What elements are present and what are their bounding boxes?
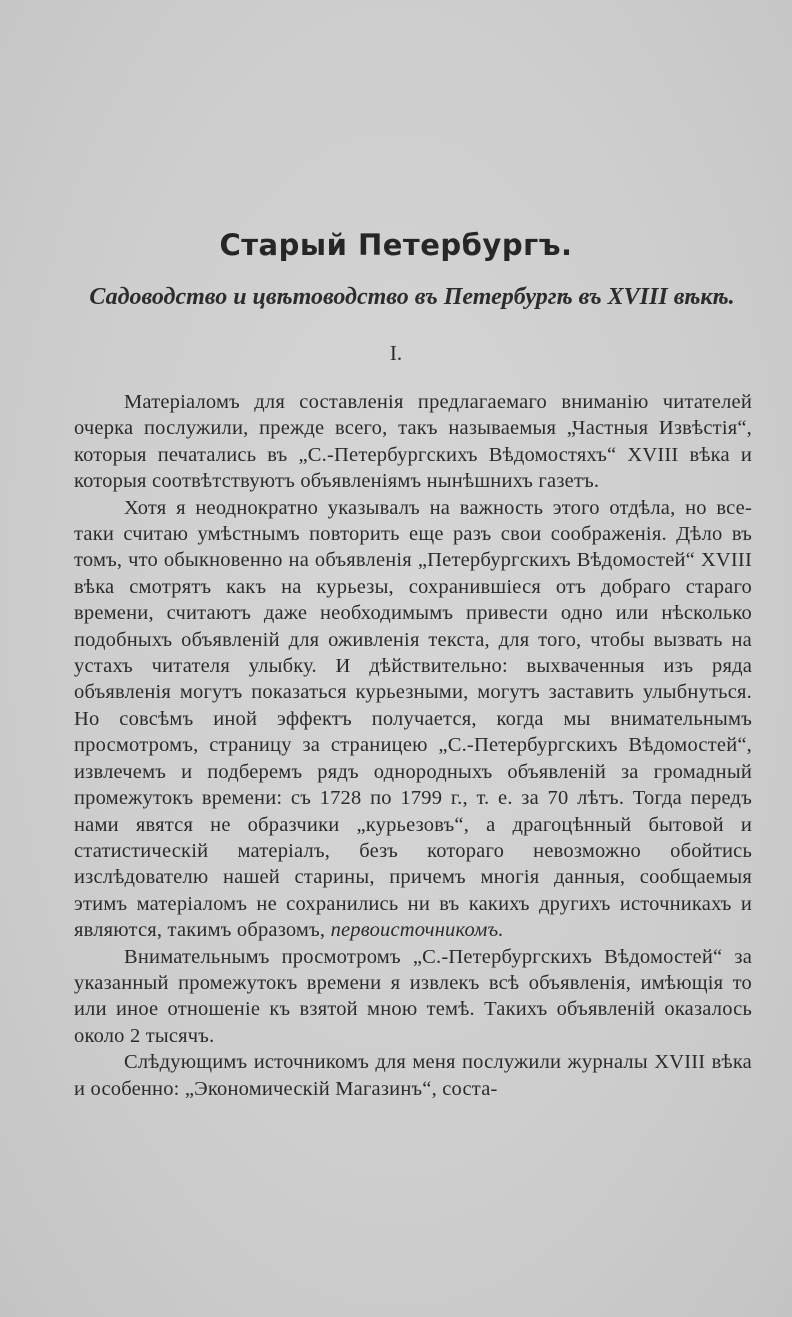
page-title: Старый Петербургъ. <box>219 228 573 262</box>
body-text <box>74 389 752 1102</box>
paragraph-1-text: Матеріаломъ для составленія предлагаемаго вниманію читателей очерка послужили, прежде всего, такъ называемыя „Частныя Извѣстія“, которыя печатались въ „С.-Петербургскихъ Вѣдомостяхъ“ XVIII вѣка и которыя соотвѣтствуютъ объявленіямъ нынѣшнихъ газетъ. <box>74 391 752 493</box>
page-subtitle: Садоводство и цвѣтоводство въ Петербургѣ въ XVIII вѣкѣ. <box>89 284 735 310</box>
paragraph-3 <box>74 944 752 1050</box>
paragraph-4 <box>74 1049 752 1102</box>
paragraph-2 <box>74 495 752 944</box>
paragraph-1 <box>74 389 752 495</box>
paragraph-2-emphasis: первоисточникомъ. <box>330 919 504 942</box>
paragraph-2-text: Хотя я неоднократно указывалъ на важность этого отдѣла, но все-таки считаю умѣстнымъ повторить еще разъ свои соображенія. Дѣло въ томъ, что обыкновенно на объявленія „Петербургскихъ Вѣдомостей“ XVIII вѣка смотрятъ какъ на курьезы, сохранившіеся отъ добраго стараго времени, считаютъ даже необходимымъ привести одно или нѣсколько подобныхъ объявленій для оживленія текста, для того, чтобы вызвать на устахъ читателя улыбку. И дѣйствительно: выхваченныя изъ ряда объявленія могутъ показаться курьезными, могутъ заставить улыбнуться. Но совсѣмъ иной эффектъ получается, когда мы внимательнымъ просмотромъ, страницу за страницею „С.-Петербургскихъ Вѣдомостей“, извлечемъ и подберемъ рядъ однородныхъ объявленій за громадный промежутокъ времени: съ 1728 по 1799 г., т. е. за 70 лѣтъ. Тогда передъ нами явятся не образчики „курьезовъ“, а драгоцѣнный бытовой и статистическій матеріалъ, безъ котораго невозможно обойтись изслѣдователю нашей старины, причемъ многія данныя, сообщаемыя этимъ матеріаломъ не сохранились ни въ какихъ другихъ источникахъ и являются, такимъ образомъ, <box>74 496 752 942</box>
paragraph-4-text: Слѣдующимъ источникомъ для меня послужили журналы XVIII вѣка и особенно: „Экономическій Магазинъ“, соста- <box>74 1051 752 1100</box>
paragraph-3-text: Внимательнымъ просмотромъ „С.-Петербургскихъ Вѣдомостей“ за указанный промежутокъ времени я извлекъ всѣ объявленія, имѣющія то или иное отношеніе къ взятой мною темѣ. Такихъ объявленій оказалось около 2 тысячъ. <box>74 945 752 1047</box>
chapter-number: I. <box>389 341 403 365</box>
